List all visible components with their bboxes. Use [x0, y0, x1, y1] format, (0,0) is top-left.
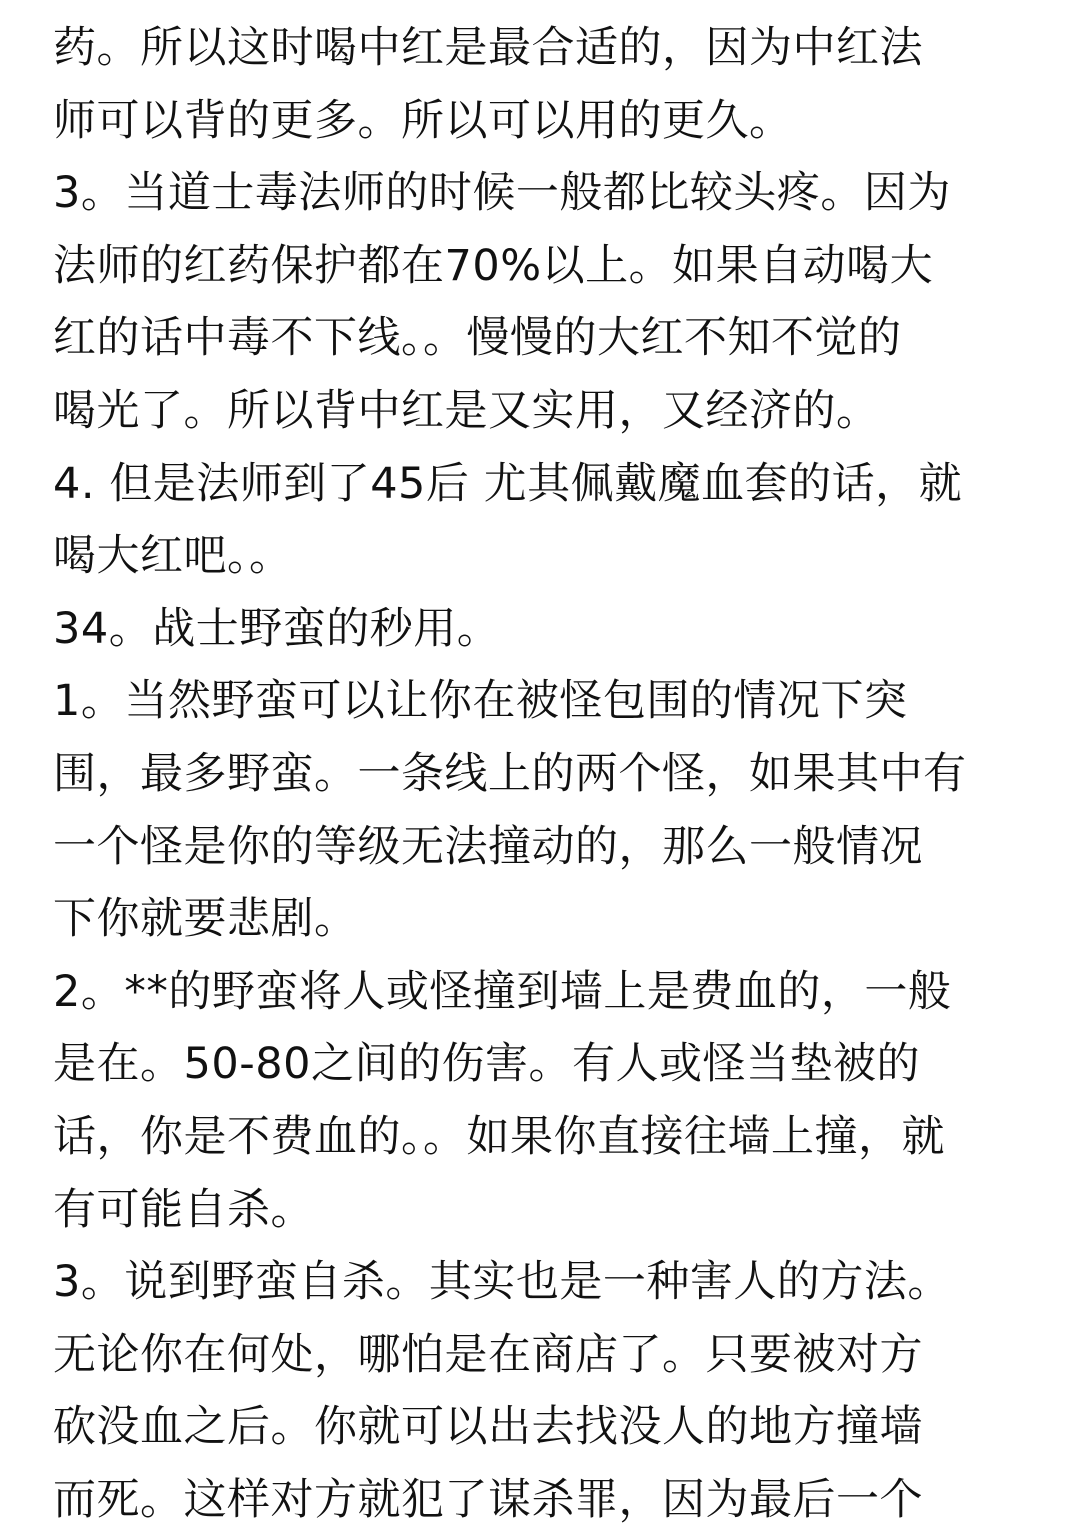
text-line: 师可以背的更多。所以可以用的更久。 [53, 95, 793, 146]
text-line: 3。说到野蛮自杀。其实也是一种害人的方法。 [53, 1257, 951, 1308]
text-line: 砍没血之后。你就可以出去找没人的地方撞墙 [53, 1402, 923, 1453]
text-line: 4. 但是法师到了45后 尤其佩戴魔血套的话，就 [53, 458, 963, 509]
text-line: 喝光了。所以背中红是又实用，又经济的。 [53, 385, 880, 436]
text-line: 围，最多野蛮。一条线上的两个怪，如果其中有 [53, 748, 967, 799]
text-line: 一个怪是你的等级无法撞动的，那么一般情况 [53, 821, 923, 872]
text-line: 无论你在何处，哪怕是在商店了。只要被对方 [53, 1329, 923, 1380]
article-text [53, 12, 1043, 1524]
text-line: 2。**的野蛮将人或怪撞到墙上是费血的，一般 [53, 966, 952, 1017]
text-line: 下你就要悲剧。 [53, 894, 358, 945]
text-line: 红的话中毒不下线。。慢慢的大红不知不觉的 [53, 313, 902, 364]
text-line: 1。当然野蛮可以让你在被怪包围的情况下突 [53, 676, 908, 727]
text-line: 有可能自杀。 [53, 1184, 314, 1235]
text-line: 34。战士野蛮的秒用。 [53, 603, 501, 654]
text-line: 药。所以这时喝中红是最合适的，因为中红法 [53, 23, 923, 73]
text-line: 法师的红药保护都在70%以上。如果自动喝大 [53, 240, 934, 291]
text-line: 话，你是不费血的。。如果你直接往墙上撞，就 [53, 1111, 945, 1162]
text-line: 是在。50-80之间的伤害。有人或怪当垫被的 [53, 1039, 920, 1090]
text-line: 而死。这样对方就犯了谋杀罪，因为最后一个 [53, 1474, 923, 1524]
text-line: 3。当道士毒法师的时候一般都比较头疼。因为 [53, 168, 951, 219]
text-line: 喝大红吧。。 [53, 531, 293, 582]
